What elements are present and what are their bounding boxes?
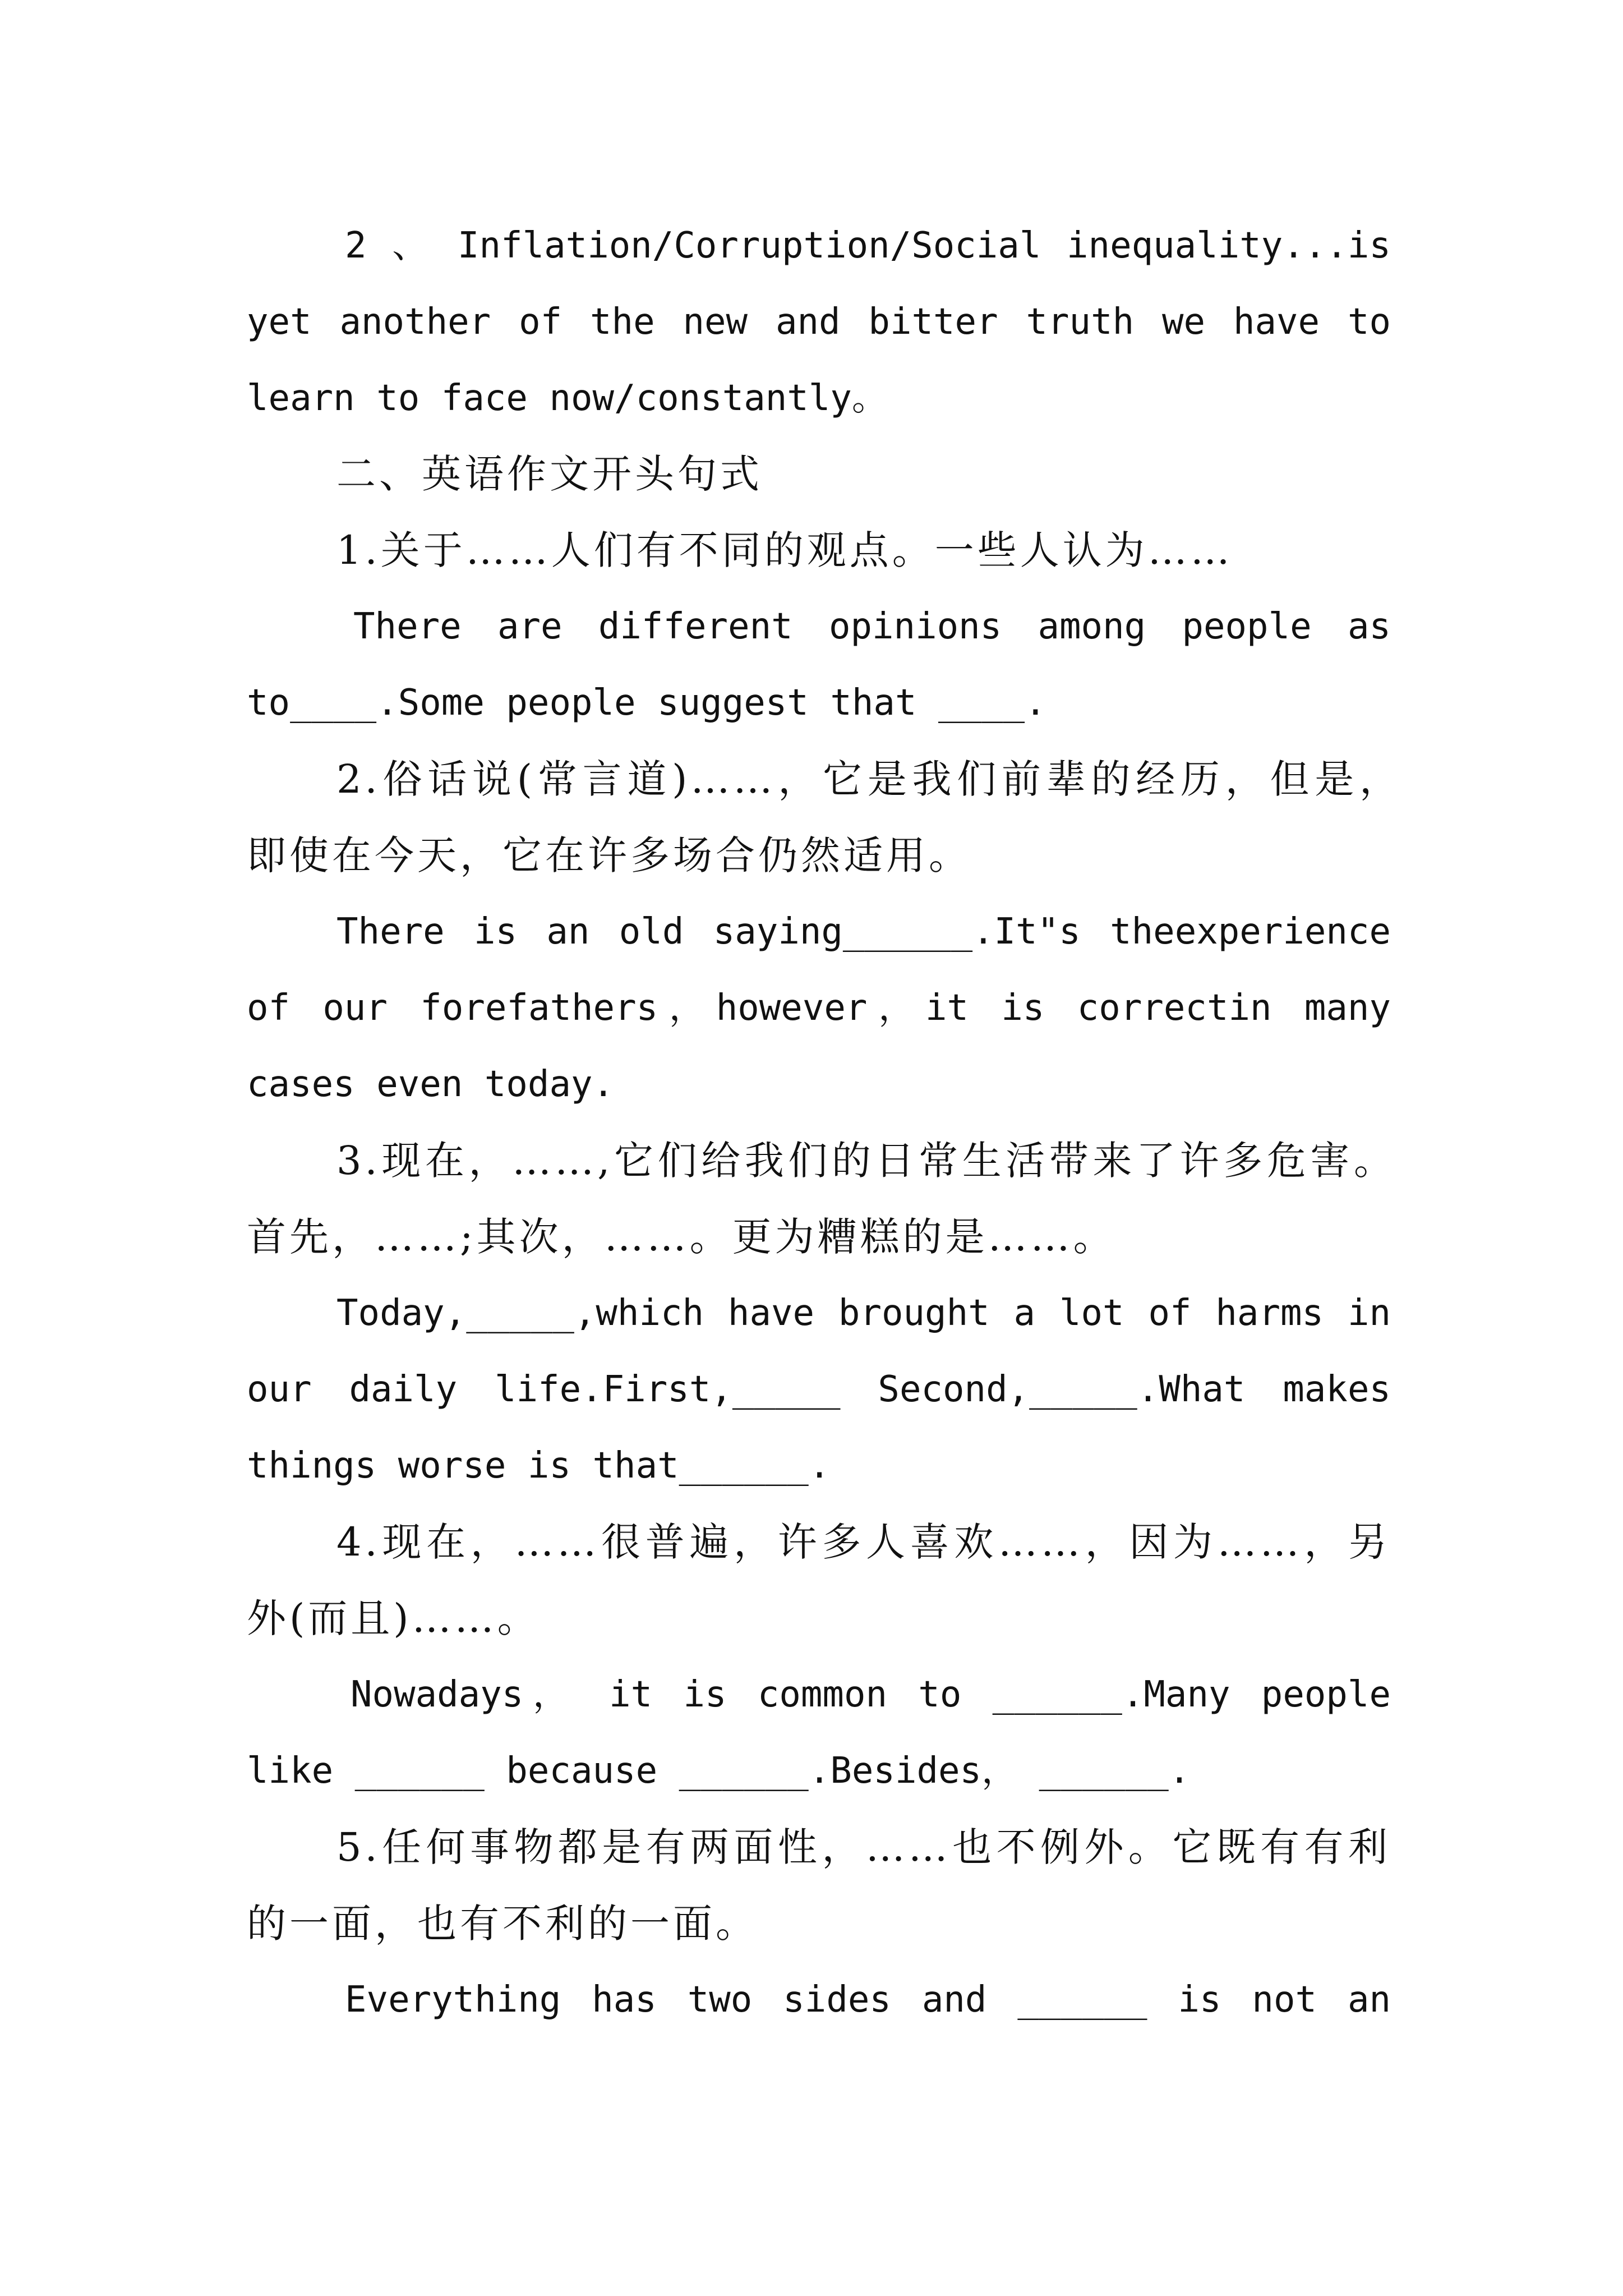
item-heading: 即使在今天，它在许多场合仍然适用。 [247,832,971,878]
paragraph-line: to____.Some people suggest that ____. [247,682,1046,724]
item-heading: 4.现在，……很普遍，许多人喜欢……，因为……，另 [336,1519,1391,1565]
item-heading: 外(而且)……。 [247,1595,540,1641]
paragraph-line: like ______ because ______.Besides， ______. [247,1750,1191,1792]
paragraph-line: our daily life.First,_____ Second,_____.What makes [247,1369,1391,1410]
paragraph-line: learn to face now/constantly。 [247,378,888,419]
paragraph-line: Nowadays， it is common to ______.Many people [351,1674,1391,1715]
item-heading: 的一面，也有不利的一面。 [247,1901,758,1947]
paragraph-line: of our forefathers，however，it is correctin many [247,987,1391,1029]
item-heading: 3.现在，……,它们给我们的日常生活带来了许多危害。 [336,1138,1396,1184]
item-heading: 2.俗话说(常言道)……，它是我们前辈的经历，但是， [336,756,1402,802]
paragraph-line: There is an old saying______.It"s theexperience [336,911,1391,953]
item-heading: 5.任何事物都是有两面性，……也不例外。它既有有利 [336,1824,1391,1870]
paragraph-line: 2 、 Inflation/Corruption/Social inequality...is [345,225,1391,266]
paragraph-line: things worse is that______. [247,1445,831,1487]
paragraph-line: yet another of the new and bitter truth we have to [247,301,1391,343]
item-heading: 首先，……;其次，……。更为糟糕的是……。 [247,1214,1116,1260]
paragraph-line: There are different opinions among people as [353,606,1391,647]
item-heading: 1.关于……人们有不同的观点。一些人认为…… [336,527,1233,573]
paragraph-line: Everything has two sides and ______ is not an [345,1979,1391,2021]
section-heading: 二、英语作文开头句式 [336,451,763,497]
paragraph-line: Today,_____,which have brought a lot of harms in [336,1292,1391,1334]
paragraph-line: cases even today. [247,1064,615,1105]
